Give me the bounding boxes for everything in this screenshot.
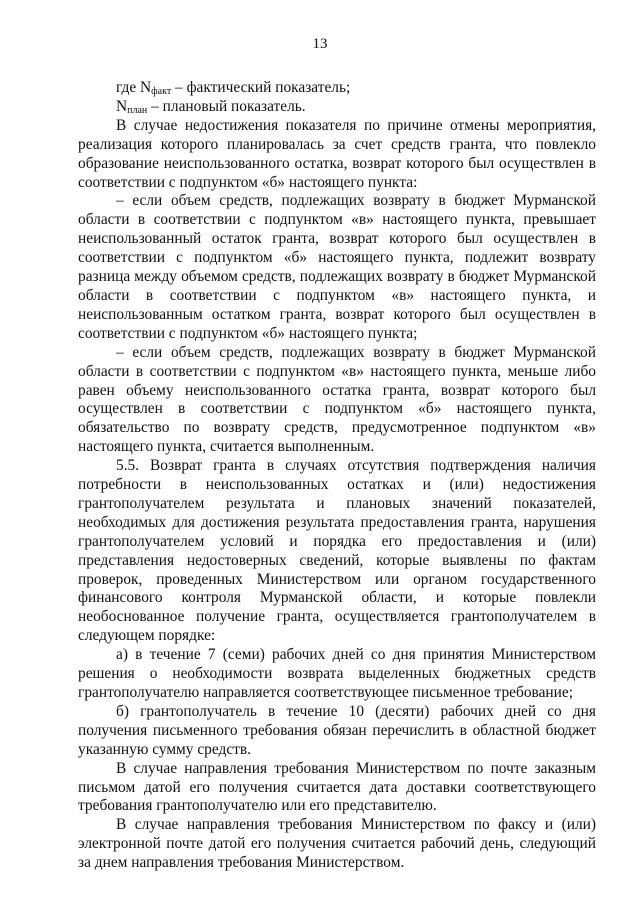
formula-definition-nfakt — [78, 79, 596, 98]
nfakt-symbol: где N — [116, 79, 152, 96]
document-body — [78, 79, 596, 873]
formula-definition-nplan — [78, 98, 596, 117]
paragraph-section-5-5: 5.5. Возврат гранта в случаях отсутствия подтверждения наличия потребности в неиспользованных остатках и (или) недостижения грантополучателем результата и плановых значений показателей, необходимых для достижения результата предоставления гранта, нарушения грантополучателем условий и порядка его предоставления и (или) представления недостоверных сведений, которые выявлены по фактам проверок, проведенных Министерством или органом государственного финансового контроля Мурманской области, и которые повлекли необоснованное получение гранта, осуществляется грантополучателем в следующем порядке: — [78, 457, 596, 645]
nplan-subscript: план — [127, 104, 148, 116]
paragraph-item-b: б) грантополучатель в течение 10 (десяти) рабочих дней со дня получения письменного требования обязан перечислить в областной бюджет указанную сумму средств. — [78, 702, 596, 758]
paragraph-postal-delivery: В случае направления требования Министерством по почте заказным письмом датой его получения считается дата доставки соответствующего требования грантополучателю или его представителю. — [78, 759, 596, 815]
nplan-description: – плановый показатель. — [147, 97, 306, 115]
nfakt-description: – фактический показатель; — [171, 79, 351, 96]
paragraph-item-a: а) в течение 7 (семи) рабочих дней со дня принятия Министерством решения о необходимости возврата выделенных бюджетных средств грантополучателю направляется соответствующее письменное требование; — [78, 646, 596, 701]
page-number: 13 — [312, 36, 328, 52]
paragraph-bullet-exceeds: – если объем средств, подлежащих возврату в бюджет Мурманской области в соответствии с подпунктом «в» настоящего пункта, превышает неиспользованный остаток гранта, возврат которого был осуществлен в соответствии с подпунктом «б» настоящего пункта, подлежит возврату разница между объемом средств, подлежащих возврату в бюджет Мурманской области в соответствии с подпунктом «в» настоящего пункта, и неиспользованным остатком гранта, возврат которого был осуществлен в соответствии с подпунктом «б» настоящего пункта; — [78, 192, 596, 342]
nfakt-subscript: факт — [151, 86, 172, 97]
paragraph-bullet-less-or-equal: – если объем средств, подлежащих возврату в бюджет Мурманской области в соответствии с подпунктом «в» настоящего пункта, меньше либо равен объему неиспользованного остатка гранта, возврат которого был осуществлен в соответствии с подпунктом «б» настоящего пункта, обязательство по возврату средств, предусмотренное подпунктом «в» настоящего пункта, считается выполненным. — [78, 343, 596, 456]
nplan-symbol: N — [116, 97, 128, 115]
paragraph-event-cancellation: В случае недостижения показателя по причине отмены мероприятия, реализация которого планировалась за счет средств гранта, что повлекло образование неиспользованного остатка, возврат которого был осуществлен в соответствии с подпунктом «б» настоящего пункта: — [78, 116, 596, 191]
paragraph-fax-email-delivery: В случае направления требования Министерством по факсу и (или) электронной почте датой его получения считается рабочий день, следующий за днем направления требования Министерством. — [78, 816, 596, 872]
